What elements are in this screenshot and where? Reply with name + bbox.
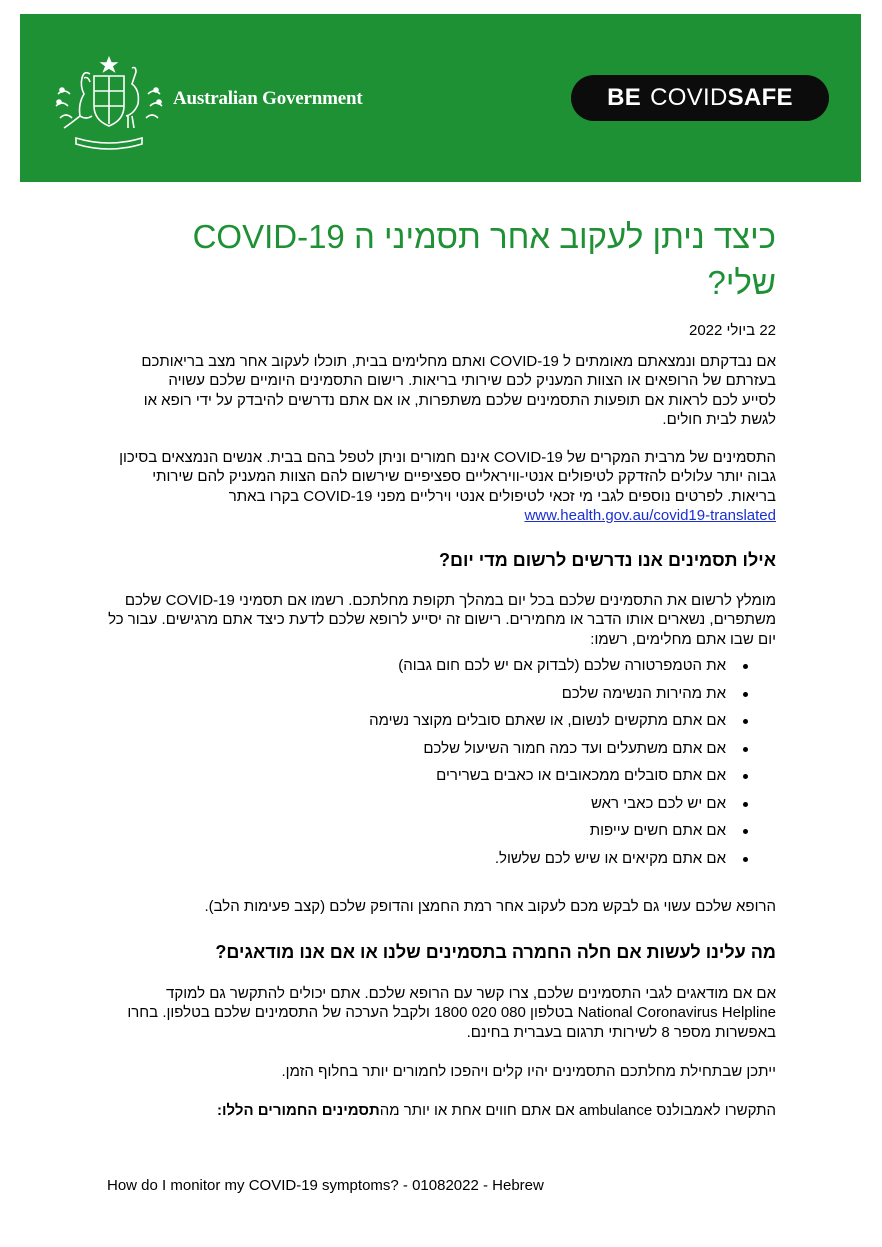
ambulance-paragraph xyxy=(108,1101,776,1120)
publish-date: 22 ביולי 2022 xyxy=(688,322,776,339)
list-item xyxy=(108,790,776,818)
worried-paragraph: אם אם מודאגים לגבי התסמינים שלכם, צרו קשר עם הרופא שלכם. אתם יכולים להתקשר גם למוקד National Coronavirus Helpline בטלפון 080 020 1800 ולקבל הערכה של התסמינים שלכם בטלפון. בחרו באפשרות מספר 8 לשירותי תרגום בעברית בחינם. xyxy=(127,985,776,1041)
bullet-icon xyxy=(743,664,748,669)
campaign-covid: COVID xyxy=(650,84,728,111)
mild-symptoms-paragraph xyxy=(108,448,776,525)
header-banner xyxy=(20,14,861,182)
list-item-text: אם אתם סובלים ממכאובים או כאבים בשרירים xyxy=(436,767,726,784)
campaign-be: BE xyxy=(607,84,642,111)
campaign-safe: SAFE xyxy=(727,84,793,111)
record-paragraph: מומלץ לרשום את התסמינים שלכם בכל יום במהלך תקופת מחלתכם. רשמו אם תסמיני COVID-19 שלכם משתפרים, נשארים אותו הדבר או מחמירים. רישום זה יסייע לרופא שלכם לדעת כיצד אתם מרגישים. עבור כל יום שבו אתם מחלימים, רשמו: xyxy=(108,592,776,648)
list-item xyxy=(108,762,776,790)
bullet-icon xyxy=(743,829,748,834)
list-item xyxy=(108,735,776,763)
list-item xyxy=(108,845,776,873)
list-item-text: את מהירות הנשימה שלכם xyxy=(561,684,726,702)
page-title: כיצד ניתן לעקוב אחר תסמיני ה COVID-19 שלי? xyxy=(192,218,776,301)
symptoms-list xyxy=(108,652,776,872)
bullet-icon xyxy=(743,719,748,724)
list-item xyxy=(108,652,776,680)
list-item-text: את הטמפרטורה שלכם (לבדוק אם יש לכם חום גבוה) xyxy=(398,657,726,674)
list-item xyxy=(108,680,776,708)
list-item-text: אם אתם חשים עייפות xyxy=(589,822,726,839)
ambulance-text: התקשרו לאמבולנס ambulance אם אתם חווים אחת או יותר מה xyxy=(379,1102,776,1119)
worsening-paragraph: ייתכן שבתחילת מחלתכם התסמינים יהיו קלים ויהפכו לחמורים יותר בחלוף הזמן. xyxy=(281,1063,776,1080)
bullet-icon xyxy=(743,802,748,807)
list-item-text: אם יש לכם כאבי ראש xyxy=(590,794,726,812)
doctor-paragraph: הרופא שלכם עשוי גם לבקש מכם לעקוב אחר רמת החמצן והדופק שלכם (קצב פעימות הלב). xyxy=(204,898,776,915)
be-covidsafe-logo xyxy=(571,75,829,121)
mild-symptoms-text: התסמינים של מרבית המקרים של COVID-19 אינם חמורים וניתן לטפל בהם בבית. אנשים הנמצאים בסיכון גבוה יותר עלולים להזדקק לטיפולים אנטי-וויראליים ספציפיים שירשום להם הצוות המעניק להם שירותי בריאות. לפרטים נוספים לגבי מי זכאי לטיפולים אנטי וירליים מפני COVID-19 בקרו באתר xyxy=(119,449,776,505)
bullet-icon xyxy=(743,774,748,779)
health-website-link[interactable]: www.health.gov.au/covid19-translated xyxy=(524,506,776,524)
intro-paragraph: אם נבדקתם ונמצאתם מאומתים ל COVID-19 ואתם מחלימים בבית, תוכלו לעקוב אחר מצב בריאותכם בעזרתם של הרופאים או הצוות המעניק לכם שירותי בריאות. רישום התסמינים היומיים שלכם עשויה לסייע לכם לראות אם תופעות התסמינים שלכם משתפרות, או אם אתם נדרשים להיבדק על ידי רופא או לגשת לבית חולים. xyxy=(141,353,776,428)
worse-symptoms-heading: מה עלינו לעשות אם חלה החמרה בתסמינים שלנו או אם אנו מודאגים? xyxy=(215,942,776,962)
bullet-icon xyxy=(743,857,748,862)
list-item-text: אם אתם מתקשים לנשום, או שאתם סובלים מקוצר נשימה xyxy=(369,712,726,729)
list-item-text: אם אתם מקיאים או שיש לכם שלשול. xyxy=(494,849,726,867)
bullet-icon xyxy=(743,692,748,697)
page-footer: How do I monitor my COVID-19 symptoms? - 01082022 - Hebrew xyxy=(107,1177,544,1194)
coat-of-arms-icon xyxy=(50,54,168,154)
government-name: Australian Government xyxy=(173,88,363,109)
list-item-text: אם אתם משתעלים ועד כמה חמור השיעול שלכם xyxy=(423,739,726,757)
bullet-icon xyxy=(743,747,748,752)
ambulance-bold-text: תסמינים החמורים הללו: xyxy=(216,1102,380,1119)
record-symptoms-heading: אילו תסמינים אנו נדרשים לרשום מדי יום? xyxy=(438,550,776,570)
list-item xyxy=(108,817,776,845)
list-item xyxy=(108,707,776,735)
